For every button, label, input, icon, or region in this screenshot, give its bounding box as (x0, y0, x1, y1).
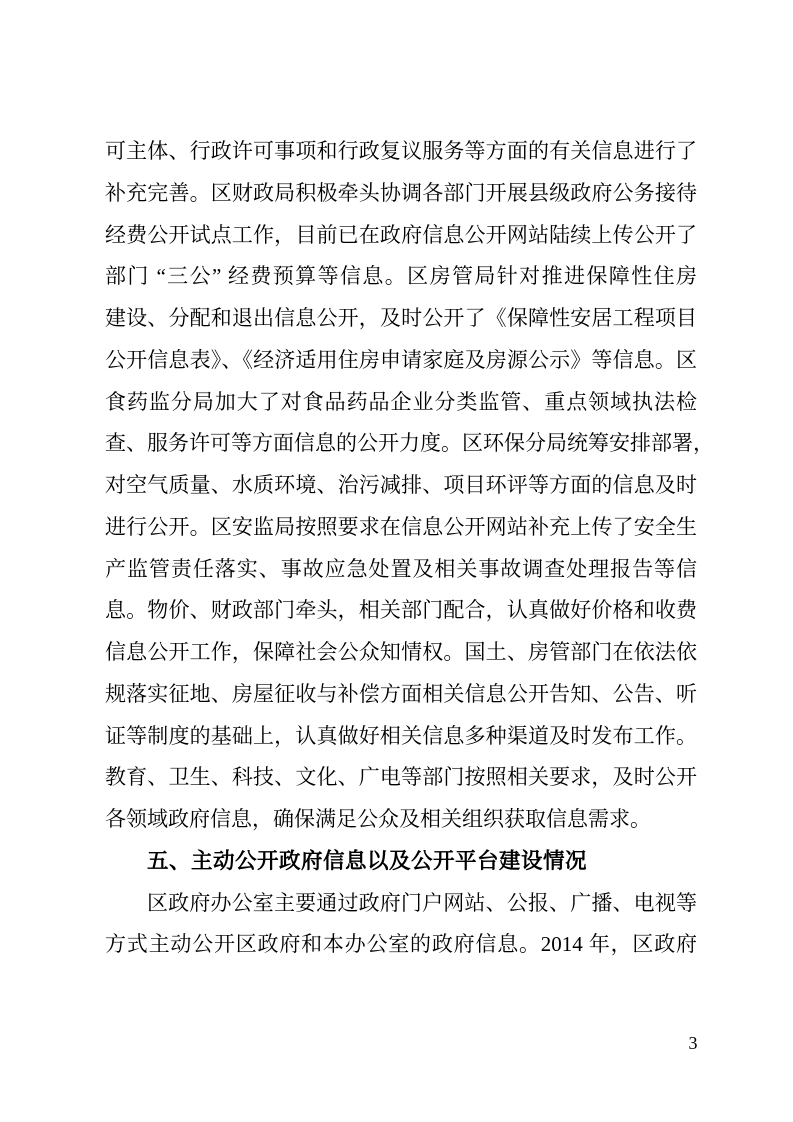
text-line: 产监管责任落实、事故应急处置及相关事故调查处理报告等信 (105, 556, 697, 581)
text-line: 区政府办公室主要通过政府门户网站、公报、广播、电视等 (147, 890, 697, 915)
document-body (105, 131, 714, 966)
text-line: 教育、卫生、科技、文化、广电等部门按照相关要求，及时公开 (105, 765, 697, 790)
text-line: 可主体、行政许可事项和行政复议服务等方面的有关信息进行了 (105, 139, 697, 163)
text-line: 补充完善。区财政局积极牵头协调各部门开展县级政府公务接待 (105, 180, 697, 205)
text-line: 息。物价、财政部门牵头，相关部门配合，认真做好价格和收费 (105, 598, 697, 623)
section-heading: 五、主动公开政府信息以及公开平台建设情况 (147, 848, 588, 873)
text-line: 信息公开工作，保障社会公众知情权。国土、房管部门在依法依 (105, 640, 697, 664)
text-line: 方式主动公开区政府和本办公室的政府信息。2014 年，区政府 (105, 932, 697, 957)
text-line: 部门 “三公” 经费预算等信息。区房管局针对推进保障性住房 (105, 264, 697, 289)
text-line: 对空气质量、水质环境、治污减排、项目环评等方面的信息及时 (105, 473, 697, 497)
text-line: 建设、分配和退出信息公开，及时公开了《保障性安居工程项目 (105, 306, 697, 330)
text-line: 查、服务许可等方面信息的公开力度。区环保分局统筹安排部署， (105, 431, 714, 456)
text-line: 进行公开。区安监局按照要求在信息公开网站补充上传了安全生 (105, 514, 697, 539)
text-line: 证等制度的基础上，认真做好相关信息多种渠道及时发布工作。 (105, 723, 697, 748)
text-line: 经费公开试点工作，目前已在政府信息公开网站陆续上传公开了 (105, 222, 697, 247)
page-number: 3 (688, 1033, 698, 1053)
text-line: 各领域政府信息，确保满足公众及相关组织获取信息需求。 (105, 807, 651, 831)
text-line: 规落实征地、房屋征收与补偿方面相关信息公开告知、公告、听 (105, 681, 697, 706)
text-line: 食药监分局加大了对食品药品企业分类监管、重点领域执法检 (105, 389, 697, 414)
text-line: 公开信息表》、《经济适用住房申请家庭及房源公示》等信息。区 (105, 347, 697, 372)
